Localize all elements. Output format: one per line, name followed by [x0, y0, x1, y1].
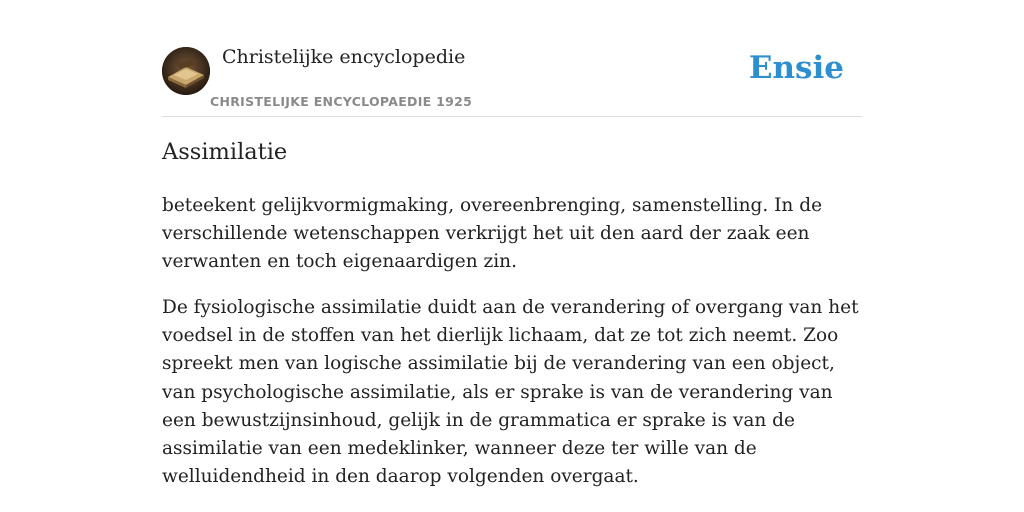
ensie-logo-link[interactable]: Ensie: [748, 50, 844, 86]
site-subtitle: CHRISTELIJKE ENCYCLOPAEDIE 1925: [210, 94, 473, 109]
article-title: Assimilatie: [162, 139, 288, 165]
article-paragraph-1: beteekent gelijkvormigmaking, overeenbrenging, samenstelling. In de verschillende wetenschappen verkrijgt het uit den aard der zaak een verwanten en toch eigenaardigen zin.: [162, 195, 823, 273]
article-body: [162, 192, 862, 509]
site-header: [162, 44, 862, 117]
site-name[interactable]: Christelijke encyclopedie: [222, 46, 466, 68]
article-paragraph-2: De fysiologische assimilatie duidt aan de verandering of overgang van het voedsel in de stoffen van het dierlijk lichaam, dat ze tot zich neemt. Zoo spreekt men van logische assimilatie bij de verandering van een object, van psychologische assimilatie, als er sprake is van de verandering van een bewustzijnsinhoud, gelijk in de grammatica er sprake is van de assimilatie van een medeklinker, wanneer deze ter wille van de welluidendheid in den daarop volgenden overgaat.: [162, 297, 859, 487]
encyclopedia-avatar[interactable]: [162, 47, 210, 95]
book-photo-icon: [162, 47, 210, 95]
